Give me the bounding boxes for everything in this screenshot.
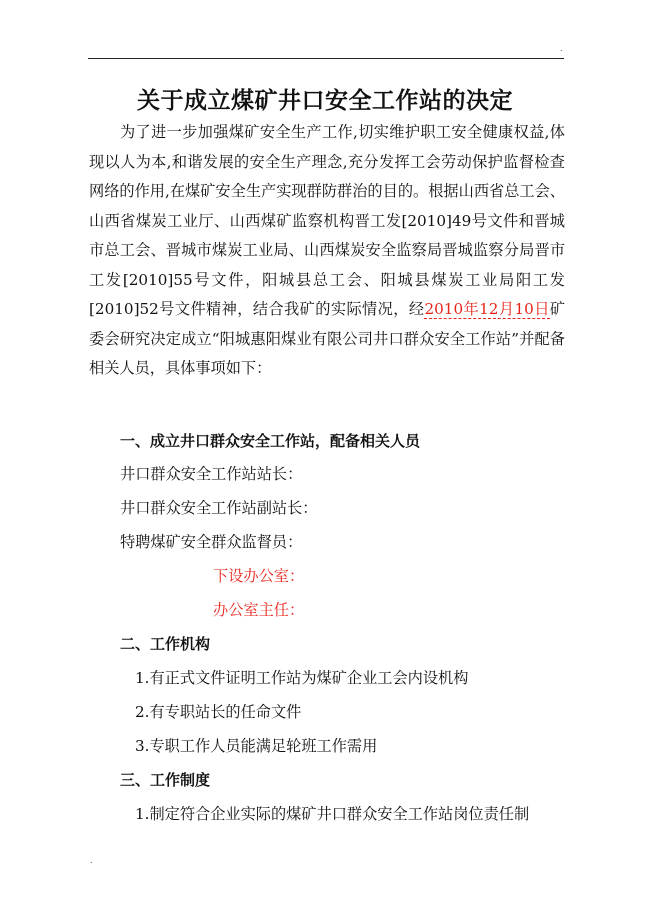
section1-item: 井口群众安全工作站副站长：: [120, 499, 318, 517]
section1-heading: 一、成立井口群众安全工作站，配备相关人员: [120, 432, 421, 450]
intro-paragraph: [89, 118, 565, 384]
intro-date: 2010年12月10日: [424, 300, 550, 318]
footer-mark: .: [90, 856, 93, 865]
section2-item: 1.有正式文件证明工作站为煤矿企业工会内设机构: [135, 669, 469, 687]
intro-text-part1: 为了进一步加强煤矿安全生产工作,切实维护职工安全健康权益,体现以人为本,和谐发展的安全生产理念,充分发挥工会劳动保护监督检查网络的作用,在煤矿安全生产实现群防群治的目的。根据山西省总工会、山西省煤炭工业厅、山西煤矿监察机构晋工发[2010]49号文件和晋城市总工会、晋城市煤炭工业局、山西煤炭安全监察局晋城监察分局晋市工发[2010]55号文件，阳城县总工会、阳城县煤炭工业局阳工发[2010]52号文件精神，结合我矿的实际情况，经: [89, 123, 565, 318]
section1-item: 特聘煤矿安全群众监督员：: [120, 533, 303, 551]
section1-item: 井口群众安全工作站站长：: [120, 465, 303, 483]
section3-item: 1.制定符合企业实际的煤矿井口群众安全工作站岗位责任制: [135, 805, 530, 823]
header-mark: .: [560, 44, 563, 53]
section2-item: 3.专职工作人员能满足轮班工作需用: [135, 737, 378, 755]
header-rule: [88, 58, 564, 59]
office-director-label: 办公室主任：: [213, 601, 305, 619]
document-title: 关于成立煤矿井口安全工作站的决定: [137, 88, 513, 114]
section2-item: 2.有专职站长的任命文件: [135, 703, 302, 721]
office-label: 下设办公室：: [213, 567, 305, 585]
section2-heading: 二、工作机构: [120, 635, 211, 653]
section3-heading: 三、工作制度: [120, 771, 211, 789]
intro-text-part2: 矿委会研究决定成立“阳城惠阳煤业有限公司井口群众安全工作站”并配备相关人员，具体事项如下：: [89, 300, 566, 377]
